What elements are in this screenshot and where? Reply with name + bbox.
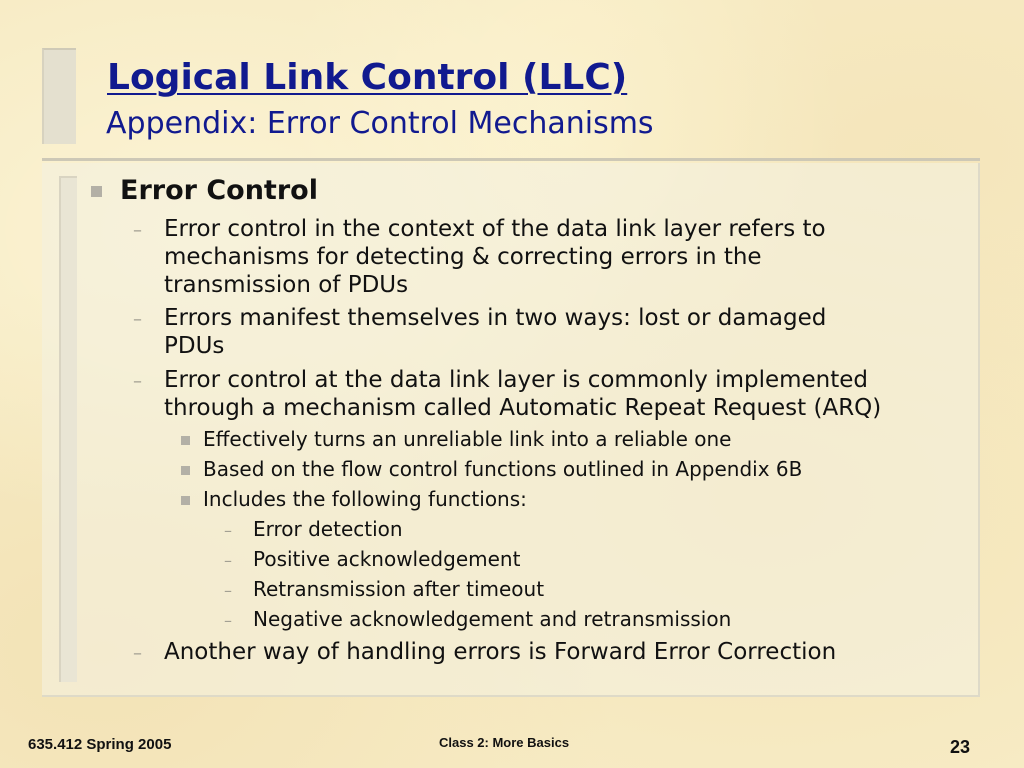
dash-bullet-icon: – [224,521,232,540]
function-item: Positive acknowledgement [253,547,521,571]
sub-bullet-line: Based on the flow control functions outlined in Appendix 6B [203,457,803,481]
bullet-line: Error control at the data link layer is commonly implemented [164,367,869,393]
slide-title: Logical Link Control (LLC) [107,57,628,98]
page-number: 23 [950,737,971,757]
function-item: Error detection [253,517,403,541]
footer-course: 635.412 Spring 2005 [28,736,172,753]
bullet-line: transmission of PDUs [164,272,409,298]
slide-subtitle: Appendix: Error Control Mechanisms [106,106,654,141]
dash-bullet-icon: – [133,309,142,330]
sub-bullet-line: Effectively turns an unreliable link into a reliable one [203,427,732,451]
dash-bullet-icon: – [133,220,142,241]
dash-bullet-icon: – [224,551,232,570]
function-item: Retransmission after timeout [253,577,545,601]
square-bullet-icon [181,496,190,505]
dash-bullet-icon: – [224,581,232,600]
bullet-line: Another way of handling errors is Forward Error Correction [164,639,837,665]
bullet-line: through a mechanism called Automatic Repeat Request (ARQ) [164,395,882,421]
section-heading: Error Control [120,175,318,206]
dash-bullet-icon: – [133,371,142,392]
bullet-line: Error control in the context of the data link layer refers to [164,216,826,242]
dash-bullet-icon: – [224,611,232,630]
square-bullet-icon [181,436,190,445]
bullet-line: mechanisms for detecting & correcting errors in the [164,244,762,270]
footer-class-title: Class 2: More Basics [439,735,570,750]
function-item: Negative acknowledgement and retransmission [253,607,732,631]
square-bullet-icon [91,186,102,197]
dash-bullet-icon: – [133,643,142,664]
bullet-line: Errors manifest themselves in two ways: lost or damaged [164,305,827,331]
bullet-line: PDUs [164,333,225,359]
sub-bullet-line: Includes the following functions: [203,487,527,511]
square-bullet-icon [181,466,190,475]
